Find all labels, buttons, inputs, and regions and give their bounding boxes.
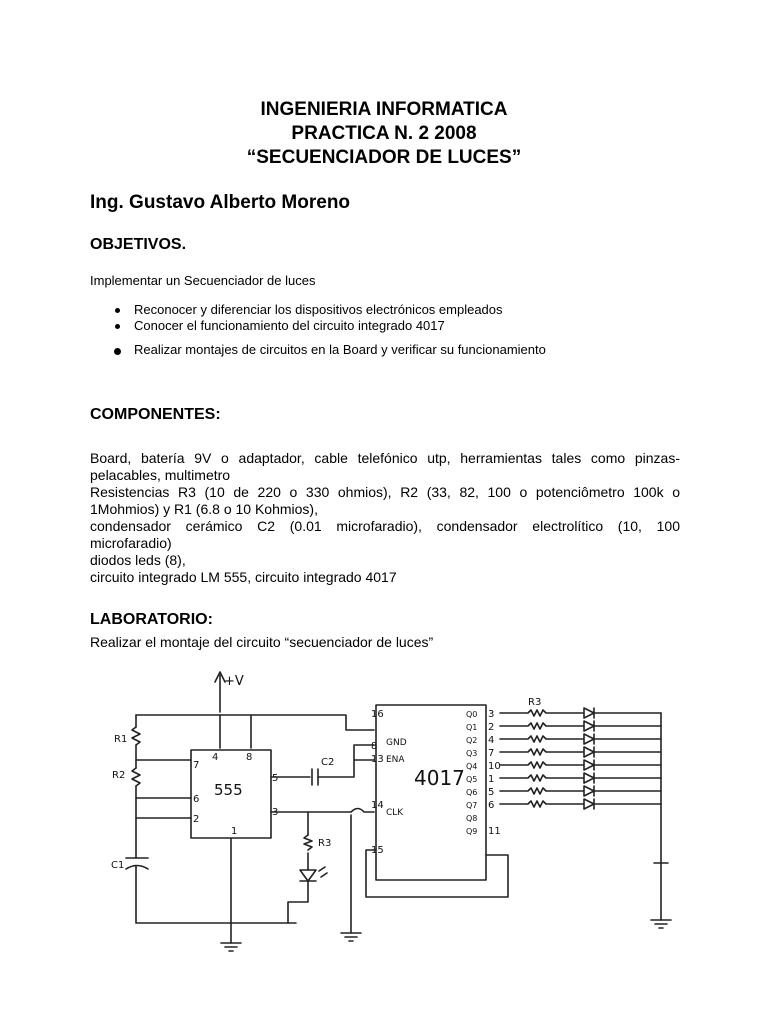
top-rail-wire <box>136 715 374 730</box>
resistor-led-icon <box>500 721 661 731</box>
svg-text:8: 8 <box>371 741 378 752</box>
svg-text:13: 13 <box>371 754 384 765</box>
resistor-led-icon <box>500 734 661 744</box>
bullet-icon <box>115 324 120 329</box>
led-rows <box>500 708 661 809</box>
svg-text:5: 5 <box>272 773 279 784</box>
svg-text:11: 11 <box>488 826 501 837</box>
componentes-line: diodos leds (8), <box>90 552 186 568</box>
r1-resistor-icon <box>132 727 140 745</box>
svg-text:Q6: Q6 <box>466 788 478 797</box>
ic-555-label: 555 <box>214 781 243 799</box>
ground-icon <box>651 920 671 928</box>
resistor-led-icon <box>500 786 661 796</box>
objetivos-list <box>90 302 546 358</box>
r3-mid-resistor-icon <box>304 835 312 850</box>
objetivos-intro: Implementar un Secuenciador de luces <box>90 273 316 288</box>
componentes-line: 1Mohmios) y R1 (6.8 o 10 Kohmios), <box>90 501 318 517</box>
led-output-row <box>500 760 661 770</box>
resistor-led-icon <box>500 760 661 770</box>
svg-text:5: 5 <box>488 787 495 798</box>
list-item: Realizar montajes de circuitos en la Board y verificar su funcionamiento <box>90 342 546 358</box>
resistor-led-icon <box>500 799 661 809</box>
bullet-icon <box>114 348 121 355</box>
svg-text:7: 7 <box>488 748 495 759</box>
svg-text:GND: GND <box>386 738 407 748</box>
svg-text:14: 14 <box>371 800 384 811</box>
led-output-row <box>500 786 661 796</box>
r3-mid-label: R3 <box>318 838 332 849</box>
componentes-line: condensador cerámico C2 (0.01 microfaradio), condensador electrolítico (10, 100 <box>90 518 680 534</box>
author-name: Ing. Gustavo Alberto Moreno <box>90 192 351 213</box>
componentes-line: Resistencias R3 (10 de 220 o 330 ohmios), R2 (33, 82, 100 o potenciômetro 100k o <box>90 484 680 500</box>
svg-text:Q9: Q9 <box>466 827 478 836</box>
svg-text:2: 2 <box>193 814 200 825</box>
c1-label: C1 <box>111 860 125 871</box>
componentes-line: circuito integrado LM 555, circuito integrado 4017 <box>90 569 397 585</box>
componentes-line: Board, batería 9V o adaptador, cable telefónico utp, herramientas tales como pinzas- <box>90 450 680 466</box>
ground-wire <box>136 866 296 923</box>
circuit-schematic <box>96 665 696 985</box>
c2-label: C2 <box>321 757 335 768</box>
componentes-line: microfaradio) <box>90 535 172 551</box>
led-output-row <box>500 799 661 809</box>
svg-text:3: 3 <box>488 709 495 720</box>
bullet-icon <box>115 308 120 313</box>
svg-text:15: 15 <box>371 845 384 856</box>
svg-text:Q5: Q5 <box>466 775 478 784</box>
led-output-row <box>500 734 661 744</box>
led-output-row <box>500 721 661 731</box>
svg-text:1: 1 <box>231 826 238 837</box>
output-rows <box>466 709 501 837</box>
header-line-3: “SECUENCIADOR DE LUCES” <box>246 147 522 168</box>
svg-text:ENA: ENA <box>386 755 405 765</box>
document-header <box>0 98 768 170</box>
led-output-row <box>500 708 661 718</box>
r2-label: R2 <box>112 770 126 781</box>
svg-text:Q0: Q0 <box>466 710 478 719</box>
resistor-led-icon <box>500 747 661 757</box>
svg-text:Q2: Q2 <box>466 736 478 745</box>
componentes-text <box>90 450 680 586</box>
svg-text:Q4: Q4 <box>466 762 478 771</box>
svg-text:2: 2 <box>488 722 495 733</box>
svg-text:7: 7 <box>193 760 200 771</box>
led-output-row <box>500 747 661 757</box>
svg-text:6: 6 <box>488 800 495 811</box>
led-output-row <box>500 773 661 783</box>
componentes-heading: COMPONENTES: <box>90 406 221 423</box>
clock-wire <box>271 809 374 813</box>
svg-text:Q7: Q7 <box>466 801 478 810</box>
r3-top-label: R3 <box>528 697 542 708</box>
list-item: Reconocer y diferenciar los dispositivos electrónicos empleados <box>90 302 546 318</box>
supply-label: +V <box>224 674 244 689</box>
555-power-wires <box>220 715 251 748</box>
resistor-led-icon <box>500 773 661 783</box>
svg-text:4: 4 <box>488 735 495 746</box>
svg-text:Q3: Q3 <box>466 749 478 758</box>
svg-text:1: 1 <box>488 774 495 785</box>
svg-text:3: 3 <box>272 807 279 818</box>
list-item: Conocer el funcionamiento del circuito integrado 4017 <box>90 318 546 334</box>
svg-text:Q1: Q1 <box>466 723 478 732</box>
led-icon <box>300 870 316 881</box>
laboratorio-heading: LABORATORIO: <box>90 611 213 628</box>
componentes-line: pelacables, multimetro <box>90 467 231 483</box>
r2-resistor-icon <box>132 768 140 786</box>
svg-text:8: 8 <box>246 752 253 763</box>
svg-text:4: 4 <box>212 752 219 763</box>
svg-text:6: 6 <box>193 794 200 805</box>
laboratorio-text: Realizar el montaje del circuito “secuenciador de luces” <box>90 634 434 650</box>
svg-text:CLK: CLK <box>386 808 404 818</box>
resistor-led-icon <box>500 708 661 718</box>
ground-icon <box>341 933 361 941</box>
c2-capacitor-icon <box>312 769 318 785</box>
ground-icon <box>221 943 241 951</box>
ic-4017-label: 4017 <box>414 766 465 790</box>
svg-text:Q8: Q8 <box>466 814 478 823</box>
svg-text:16: 16 <box>371 709 384 720</box>
objetivos-heading: OBJETIVOS. <box>90 236 187 253</box>
r1-label: R1 <box>114 734 128 745</box>
header-line-2: PRACTICA N. 2 2008 <box>291 123 477 144</box>
svg-text:10: 10 <box>488 761 501 772</box>
header-line-1: INGENIERIA INFORMATICA <box>260 99 508 120</box>
